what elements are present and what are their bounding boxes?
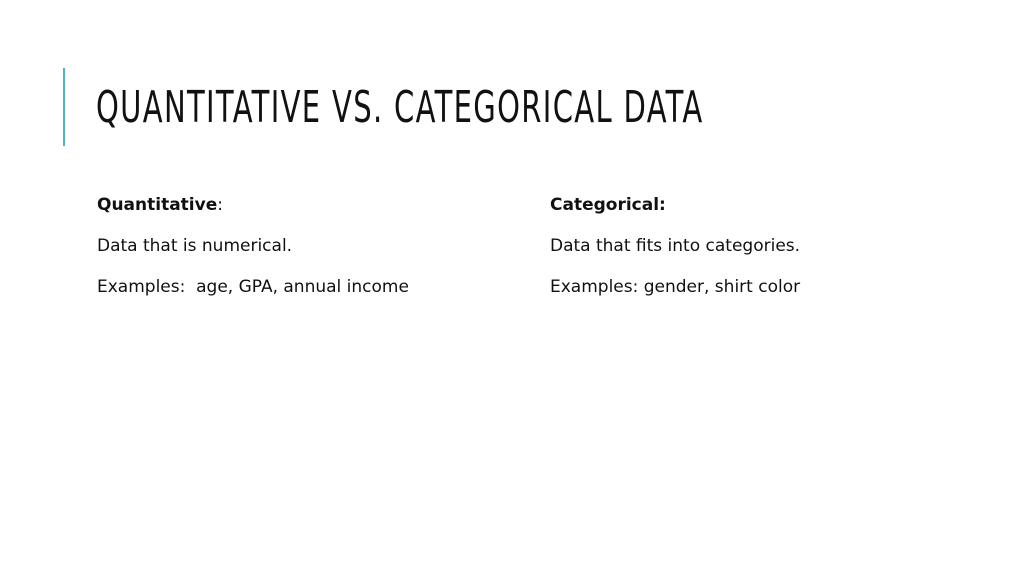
column-definition: Data that is numerical.	[97, 236, 293, 256]
column-definition: Data that fits into categories.	[550, 236, 801, 256]
categorical-column	[550, 194, 970, 317]
column-heading	[97, 194, 517, 216]
column-heading-suffix: :	[217, 195, 223, 215]
column-examples: Examples: gender, shirt color	[550, 277, 801, 297]
column-heading-text: Categorical:	[550, 195, 666, 215]
column-heading	[550, 194, 970, 216]
column-heading-text: Quantitative	[97, 195, 218, 215]
quantitative-column	[97, 194, 517, 317]
slide-title: QUANTITATIVE VS. CATEGORICAL DATA	[96, 82, 704, 133]
column-examples: Examples: age, GPA, annual income	[97, 277, 409, 297]
title-accent-bar	[63, 68, 65, 146]
